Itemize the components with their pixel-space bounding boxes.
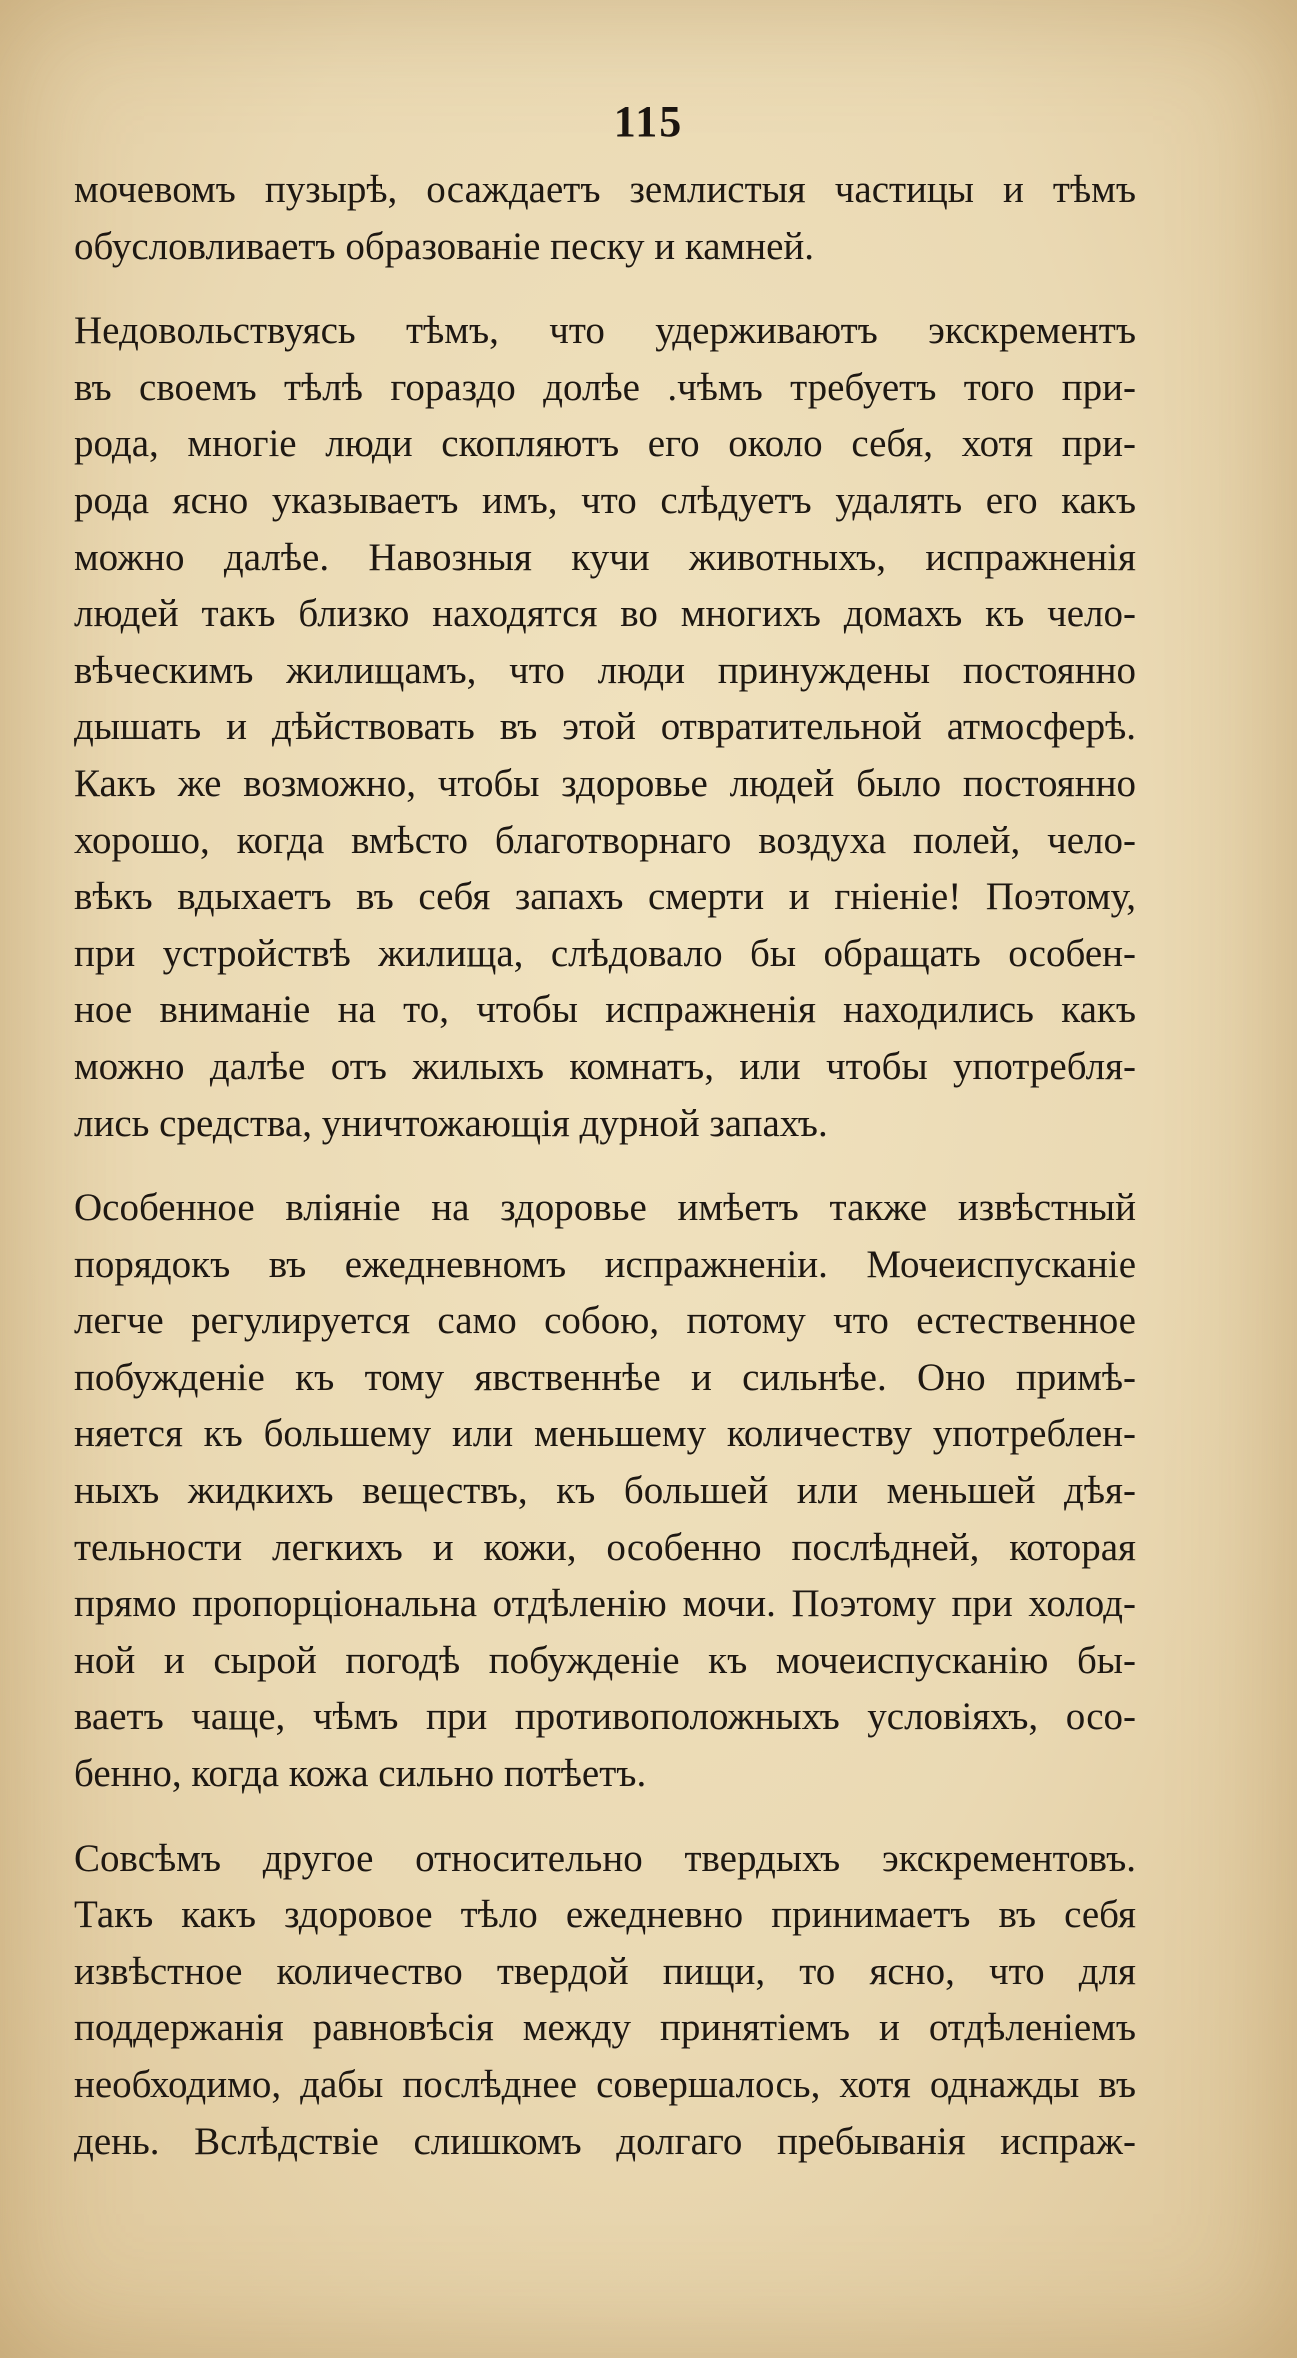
text-line: ваетъ чаще, чѣмъ при противоположныхъ условіяхъ, осо- (74, 1695, 1136, 1739)
text-line: вѣкъ вдыхаетъ въ себя запахъ смерти и гніеніе! Поэтому, (74, 875, 1136, 919)
text-line: хорошо, когда вмѣсто благотворнаго воздуха полей, чело- (74, 818, 1136, 862)
text-line: обусловливаетъ образованіе песку и камней. (74, 224, 815, 268)
text-line: вѣческимъ жилищамъ, что люди принуждены постоянно (74, 648, 1136, 692)
text-line: извѣстное количество твердой пищи, то ясно, что для (74, 1949, 1136, 1993)
text-line: рода ясно указываетъ имъ, что слѣдуетъ удалять его какъ (74, 478, 1136, 522)
text-line: порядокъ въ ежедневномъ испражненіи. Мочеиспусканіе (74, 1242, 1136, 1286)
page-text (74, 162, 1136, 2170)
page-number: 115 (613, 97, 684, 146)
text-line: легче регулируется само собою, потому что естественное (74, 1299, 1136, 1343)
text-line: дышать и дѣйствовать въ этой отвратительной атмосферѣ. (74, 705, 1136, 749)
text-line: день. Вслѣдствіе слишкомъ долгаго пребыванія испраж- (74, 2119, 1136, 2163)
text-line: мочевомъ пузырѣ, осаждаетъ землистыя частицы и тѣмъ (74, 168, 1136, 211)
text-line: можно далѣе отъ жилыхъ комнатъ, или чтобы употребля- (74, 1044, 1136, 1088)
text-line: ной и сырой погодѣ побужденіе къ мочеиспусканію бы- (74, 1638, 1136, 1682)
paragraph-2 (74, 303, 1136, 1152)
text-line: няется къ большему или меньшему количеству употреблен- (74, 1412, 1136, 1456)
text-line: побужденіе къ тому явственнѣе и сильнѣе. Оно примѣ- (74, 1355, 1136, 1399)
text-line: при устройствѣ жилища, слѣдовало бы обращать особен- (74, 931, 1136, 975)
paragraph-3 (74, 1180, 1136, 1803)
text-line: прямо пропорціональна отдѣленію мочи. Поэтому при холод- (74, 1582, 1136, 1626)
text-line: Особенное вліяніе на здоровье имѣетъ также извѣстный (74, 1186, 1136, 1230)
paragraph-1 (74, 162, 1136, 275)
text-line: тельности легкихъ и кожи, особенно послѣдней, которая (74, 1525, 1136, 1569)
text-line: можно далѣе. Навозныя кучи животныхъ, испражненія (74, 535, 1136, 579)
text-line: поддержанія равновѣсія между принятіемъ и отдѣленіемъ (74, 2006, 1136, 2050)
text-line: ное вниманіе на то, чтобы испражненія находились какъ (74, 988, 1136, 1032)
text-line: Такъ какъ здоровое тѣло ежедневно принимаетъ въ себя (74, 1893, 1136, 1937)
text-line: людей такъ близко находятся во многихъ домахъ къ чело- (74, 592, 1136, 636)
text-line: въ своемъ тѣлѣ гораздо долѣе .чѣмъ требуетъ того при- (74, 365, 1136, 409)
text-line: Недовольствуясь тѣмъ, что удерживаютъ экскрементъ (74, 309, 1136, 353)
text-line: Совсѣмъ другое относительно твердыхъ экскрементовъ. (74, 1836, 1136, 1880)
paragraph-4 (74, 1831, 1136, 2171)
text-line: ныхъ жидкихъ веществъ, къ большей или меньшей дѣя- (74, 1469, 1136, 1513)
text-line: рода, многіе люди скопляютъ его около себя, хотя при- (74, 422, 1136, 466)
text-line: Какъ же возможно, чтобы здоровье людей было постоянно (74, 761, 1136, 805)
text-line: бенно, когда кожа сильно потѣетъ. (74, 1752, 647, 1796)
text-line: необходимо, дабы послѣднее совершалось, хотя однажды въ (74, 2063, 1136, 2106)
text-line: лись средства, уничтожающія дурной запахъ. (74, 1101, 828, 1145)
